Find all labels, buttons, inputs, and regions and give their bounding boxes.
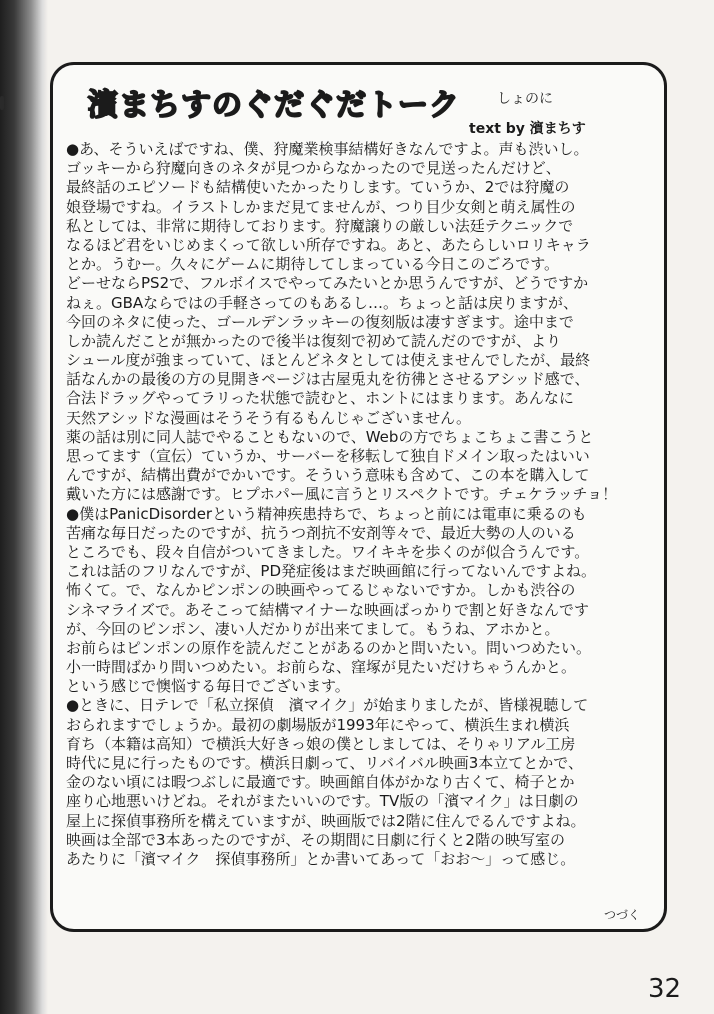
body-line: んですが、結構出費がでかいです。そういう意味も含めて、この本を購入して (66, 466, 590, 485)
body-line: お前らはピンポンの原作を読んだことがあるのかと問いたい。問いつめたい。 (66, 638, 592, 657)
body-line: という感じで懊悩する毎日でございます。 (66, 677, 350, 696)
edge-mark (0, 96, 4, 110)
body-line: 座り心地悪いけどね。それがまたいいのです。TV版の「濱マイク」は日劇の (66, 792, 579, 811)
continued-marker: つづく (604, 908, 641, 922)
body-line: 怖くて。で、なんかピンポンの映画やってるじゃないですか。しかも渋谷の (66, 581, 576, 600)
article-byline: text by 濱まちす (469, 121, 586, 137)
body-line: 苦痛な毎日だったのですが、抗うつ剤抗不安剤等々で、最近大勢の人のいる (66, 523, 576, 542)
body-line: あたりに「濱マイク 探偵事務所」とか書いてあって「おお～」って感じ。 (66, 849, 576, 868)
body-line: とか。うむー。久々にゲームに期待してしまっている今日このごろです。 (66, 255, 560, 274)
body-line: これは話のフリなんですが、PD発症後はまだ映画館に行ってないんですよね。 (66, 562, 596, 581)
body-line: 私としては、非常に期待しております。狩魔譲りの厳しい法廷テクニックで (66, 216, 574, 235)
body-line: 育ち（本籍は高知）で横浜大好きっ娘の僕としましては、そりゃリアル工房 (66, 734, 576, 753)
body-line: 娘登場ですね。イラストしかまだ見てませんが、つり目少女剣と萌え属性の (66, 197, 576, 216)
body-line: が、今回のピンポン、凄い人だかりが出来てまして。もうね、アホかと。 (66, 619, 560, 638)
body-line: 屋上に探偵事務所を構えていますが、映画版では2階に住んでるんですよね。 (66, 811, 586, 830)
body-line: ゴッキーから狩魔向きのネタが見つからなかったので見送ったんだけど、 (66, 159, 561, 178)
body-line: 薬の話は別に同人誌でやることもないので、Webの方でちょこちょこ書こうと (66, 427, 594, 446)
body-line: ●ときに、日テレで「私立探偵 濱マイク」が始まりましたが、皆様視聴して (66, 696, 589, 715)
article-title: 濱まちすのぐだぐだトーク (88, 88, 460, 123)
body-line: シュール度が強まっていて、ほとんどネタとしては使えませんでしたが、最終 (66, 351, 591, 370)
body-line: 時代に見に行ったものです。横浜日劇って、リバイバル映画3本立てとかで、 (66, 754, 583, 772)
body-line: ●僕はPanicDisorderという精神疾患持ちで、ちょっと前には電車に乗るのも (66, 504, 587, 523)
body-line: しか読んだことが無かったので後半は復刻で初めて読んだのですが、より (66, 331, 562, 350)
body-line: 金のない頃には暇つぶしに最適です。映画館自体がかなり古くて、椅子とか (66, 773, 575, 792)
body-line: 合法ドラッグやってラリった状態で読むと、ホントにはまります。あんなに (66, 389, 574, 408)
body-line: おられますでしょうか。最初の劇場版が1993年にやって、横浜生まれ横浜 (66, 715, 570, 734)
body-line: 小一時間ばかり問いつめたい。お前らな、窪塚が見たいだけちゃうんかと。 (66, 658, 577, 677)
article-body (66, 140, 658, 869)
book-spine-shadow (0, 0, 48, 1014)
title-handwritten-note: しょのに (497, 91, 553, 107)
body-line: ねぇ。GBAならではの手軽さってのもあるし…。ちょっと話は戻りますが、 (66, 293, 579, 312)
body-line: ところでも、段々自信がついてきました。ワイキキを歩くのが似合うんです。 (66, 542, 590, 561)
body-line: どーせならPS2で、フルボイスでやってみたいとか思うんですが、どうですか (66, 274, 589, 293)
body-line: 最終話のエピソードも結構使いたかったりします。ていうか、2では狩魔の (66, 178, 570, 197)
body-line: ●あ、そういえばですね、僕、狩魔業検事結構好きなんですよ。声も渋いし。 (66, 140, 589, 158)
body-line: 思ってます（宣伝）ていうか、サーバーを移転して独自ドメイン取ったはいい (66, 447, 590, 465)
body-line: なるほど君をいじめまくって欲しい所存ですね。あと、あたらしいロリキャラ (66, 235, 591, 254)
body-line: 映画は全部で3本あったのですが、その期間に日劇に行くと2階の映写室の (66, 830, 565, 849)
body-line: 話なんかの最後の方の見開きページは古屋兎丸を彷彿とさせるアシッド感で、 (66, 370, 590, 389)
body-line: シネマライズで。あそこって結構マイナーな映画ばっかりで割と好きなんです (66, 600, 590, 619)
body-line: 戴いた方には感謝です。ヒプホパー風に言うとリスペクトです。チェケラッチョ！ (66, 485, 618, 504)
body-line: 天然アシッドな漫画はそうそう有るもんじゃございません。 (66, 408, 472, 427)
body-line: 今回のネタに使った、ゴールデンラッキーの復刻版は凄すぎます。途中まで (66, 312, 574, 331)
page-number: 32 (648, 974, 682, 1004)
